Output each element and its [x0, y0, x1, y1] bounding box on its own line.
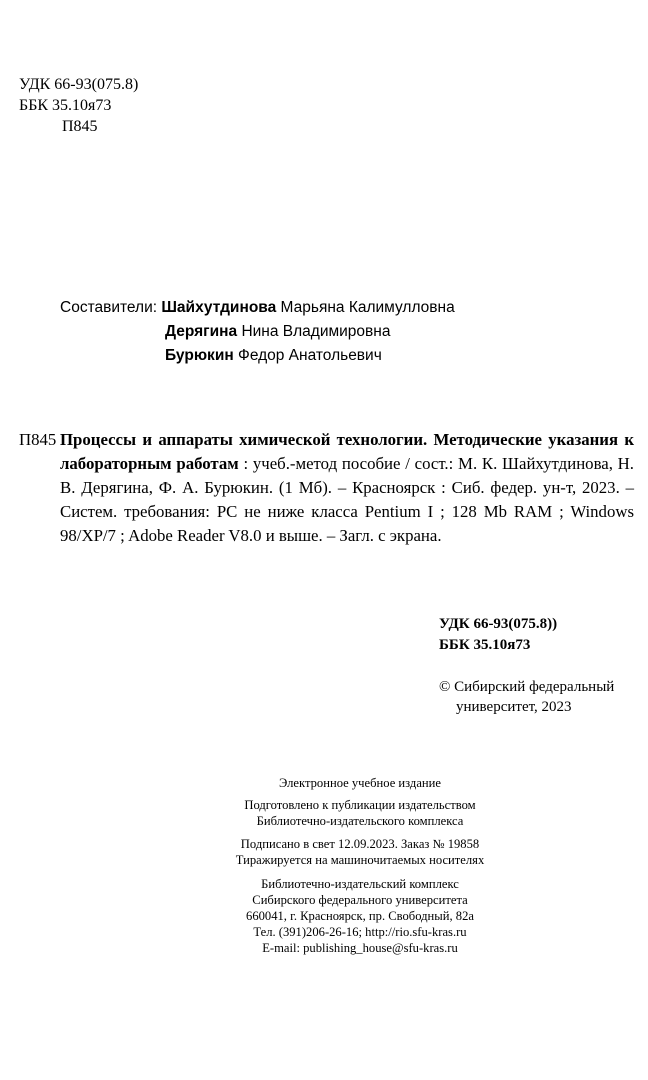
udk-code: УДК 66-93(075.8): [19, 76, 139, 93]
contact-email-line: E-mail: publishing_house@sfu-kras.ru: [262, 941, 458, 955]
compiler-surname: Шайхутдинова: [161, 299, 277, 316]
bibliographic-description: [60, 428, 634, 548]
address-line: Сибирского федерального университета: [252, 893, 468, 907]
description-cipher: П845: [19, 430, 57, 449]
signed-line: Подписано в свет 12.09.2023. Заказ № 19858: [240, 837, 480, 851]
copyright-line-2: университет, 2023: [456, 699, 572, 715]
edition-type: Электронное учебное издание: [278, 776, 441, 790]
compiler-row-2: [165, 320, 390, 344]
bbk-code-bold: ББК 35.10я73: [439, 637, 531, 653]
address-line: Библиотечно-издательский комплекс: [261, 877, 459, 891]
bbk-code: ББК 35.10я73: [19, 97, 112, 114]
compiler-name: Нина Владимировна: [241, 323, 391, 340]
prepared-line-2: Библиотечно-издательского комплекса: [256, 814, 464, 828]
udk-code-bold: УДК 66-93(075.8)): [439, 616, 558, 632]
media-line: Тиражируется на машиночитаемых носителях: [235, 853, 485, 867]
description-body: : учеб.-метод пособие / сост.: М. К. Шайхутдинова, Н. В. Дерягина, Ф. А. Бурюкин. (1 Мб). – Красноярск : Сиб. федер. ун-т, 2023. – Систем. требования: PC не ниже класса Pentium I ; 128 Mb RAM ; Windows 98/XP/7 ; Adobe Reader V8.0 и выше. – Загл. с экрана.: [60, 454, 634, 545]
contact-phone-line: Тел. (391)206-26-16; http://rio.sfu-kras.ru: [253, 925, 467, 939]
book-title: Процессы и аппараты химической технологии. Методические указания к лабораторным работам: [60, 430, 634, 473]
compiler-surname: Дерягина: [165, 323, 238, 340]
compiler-name: Марьяна Калимулловна: [280, 299, 455, 316]
address-line: 660041, г. Красноярск, пр. Свободный, 82а: [246, 909, 474, 923]
copyright-line-1: © Сибирский федеральный: [439, 679, 615, 695]
compiler-surname: Бурюкин: [165, 347, 234, 364]
compiler-row-3: [165, 344, 382, 368]
prepared-line-1: Подготовлено к публикации издательством: [244, 798, 476, 812]
compilers-label: Составители:: [60, 299, 158, 316]
compiler-row-1: [60, 296, 455, 320]
author-cipher: П845: [62, 118, 98, 135]
compiler-name: Федор Анатольевич: [238, 347, 382, 364]
